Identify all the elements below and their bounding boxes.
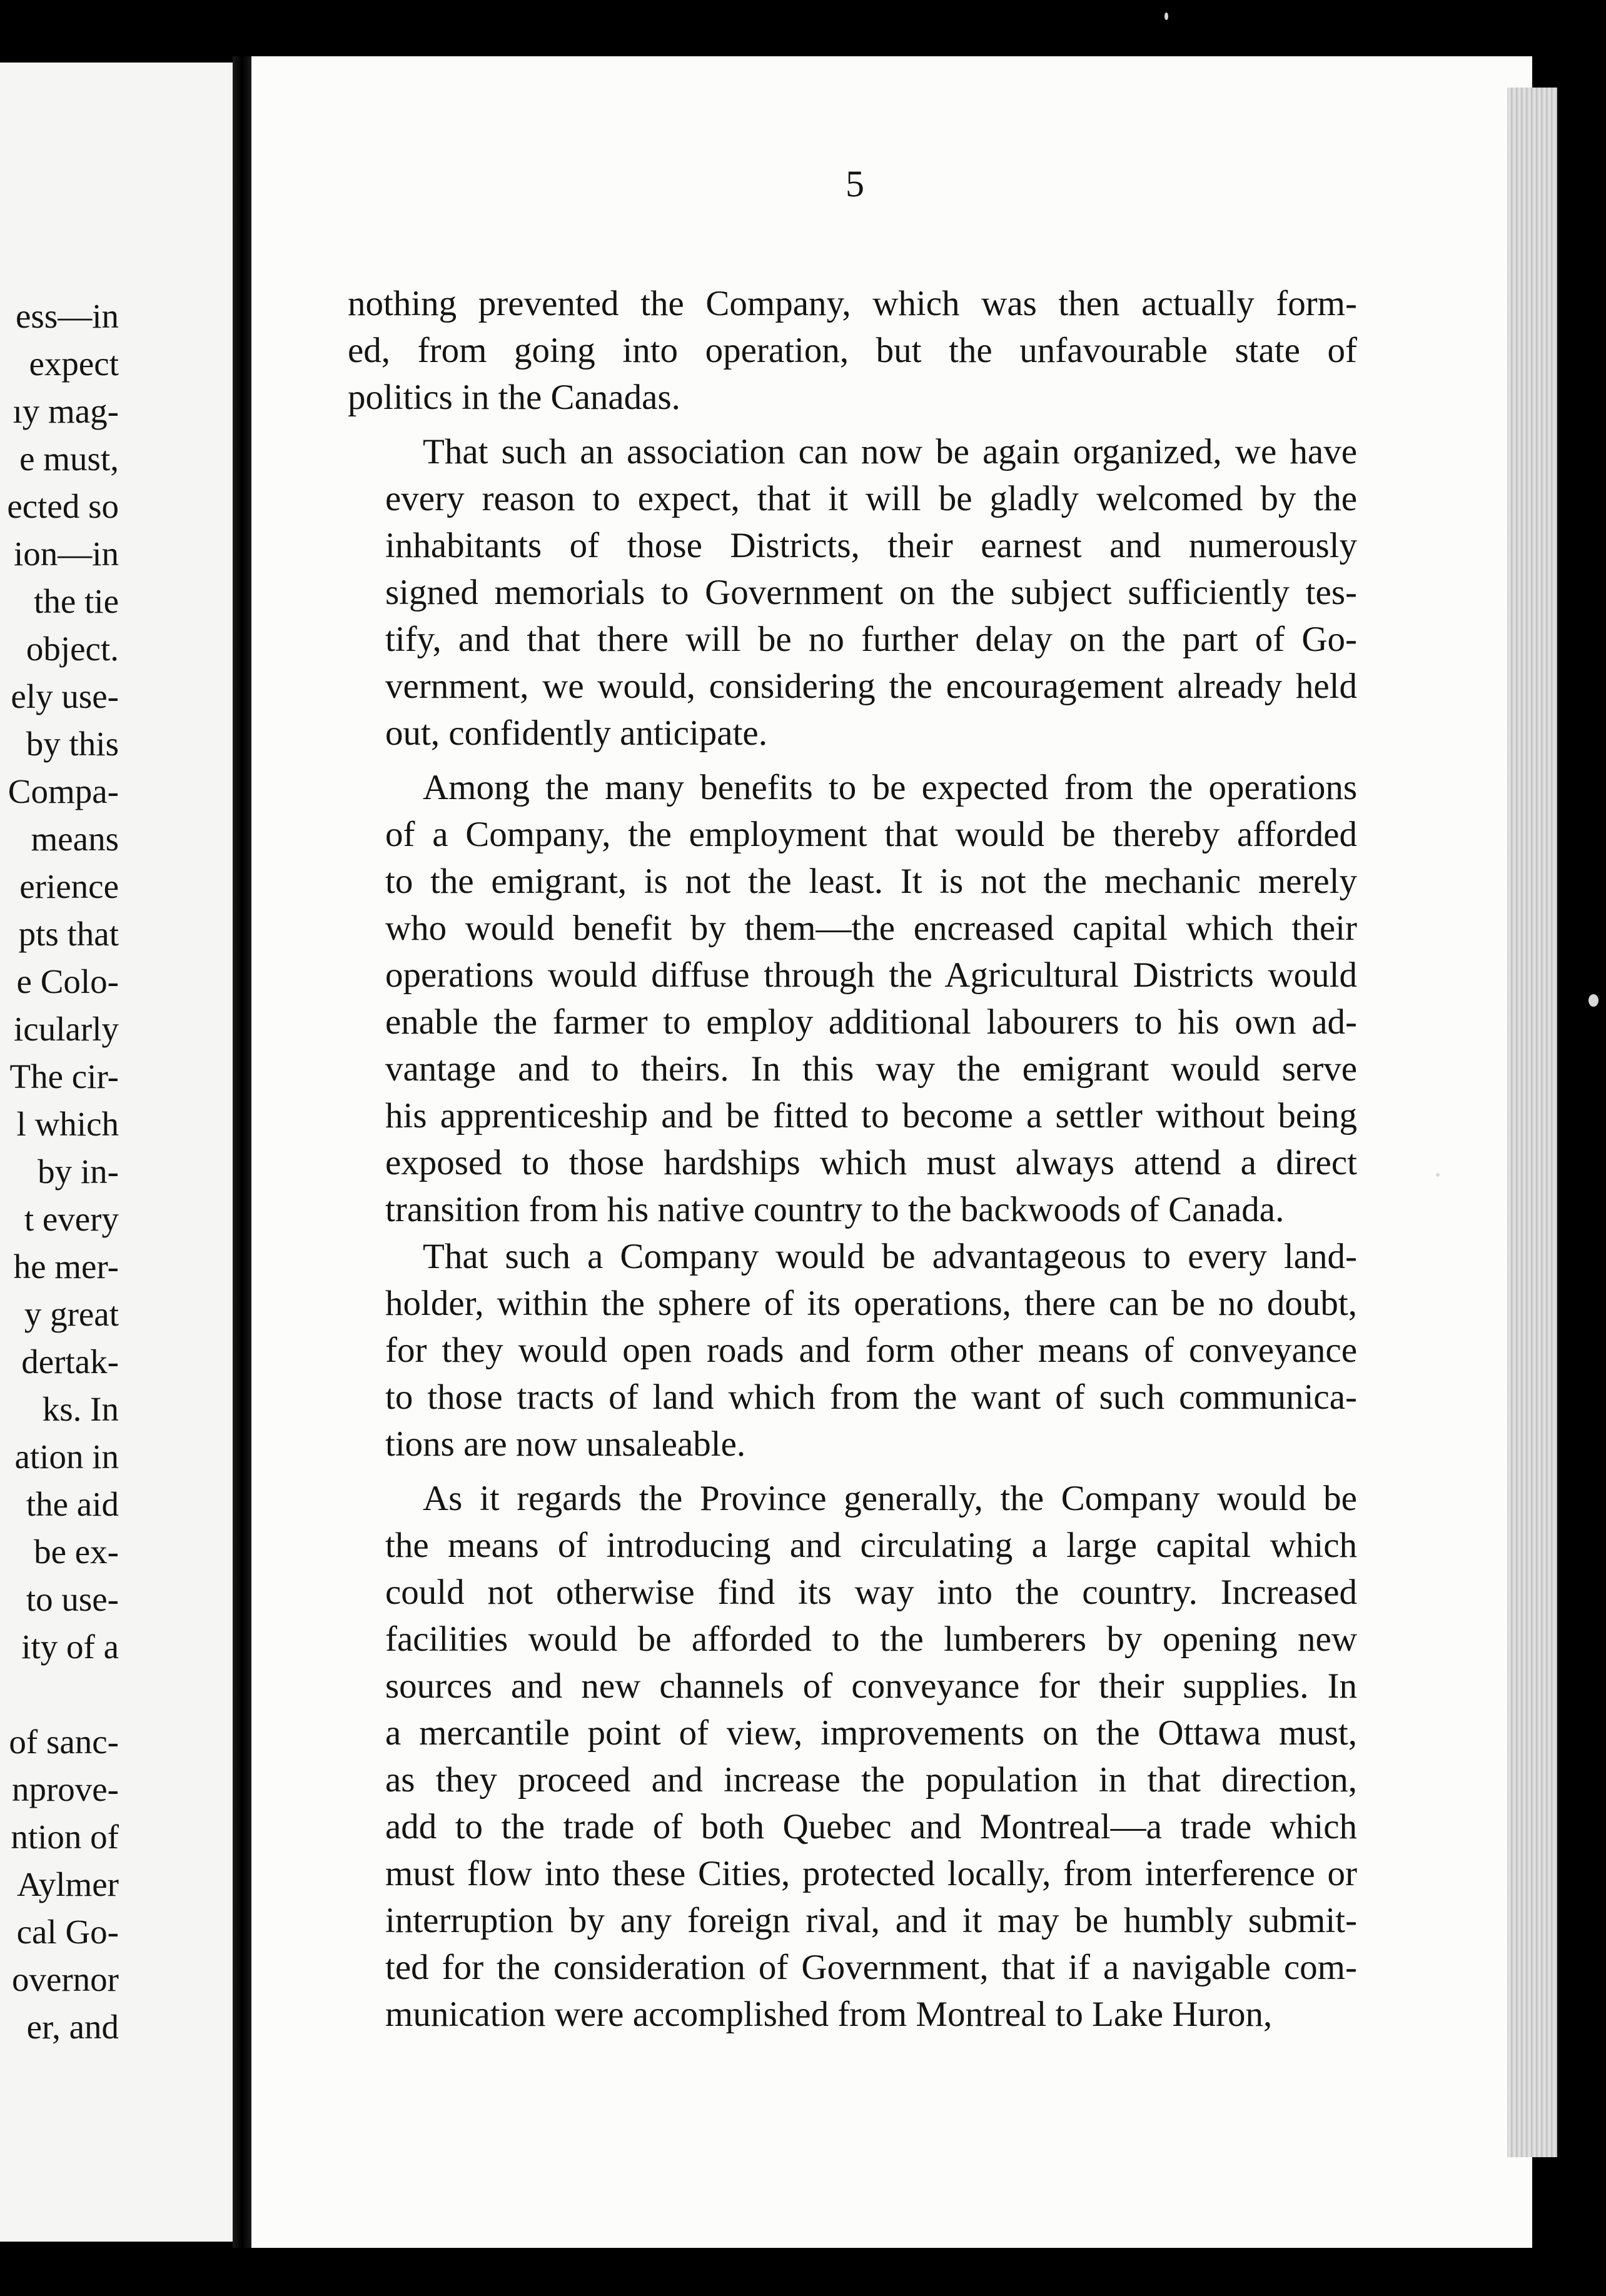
text-line: add to the trade of both Quebec and Montreal—a trade which: [385, 1807, 1357, 1846]
text-line: his apprenticeship and be fitted to become a settler without being: [385, 1096, 1357, 1135]
left-line: of sanc-: [9, 1723, 119, 1761]
left-line: Aylmer: [17, 1865, 119, 1903]
text-line: That such an association can now be again organized, we have: [423, 432, 1357, 471]
text-line: ed, from going into operation, but the unfavourable state of: [348, 331, 1357, 370]
paragraph: [348, 1475, 1357, 2038]
text-line: sources and new channels of conveyance for their supplies. In: [385, 1666, 1357, 1706]
left-line: ely use-: [11, 677, 119, 715]
left-line: dertak-: [21, 1342, 119, 1381]
text-line: out, confidently anticipate.: [385, 713, 767, 753]
paragraph: [348, 1233, 1357, 1468]
text-line: vernment, we would, considering the encouragement already held: [385, 667, 1357, 706]
text-line: for they would open roads and form other means of conveyance: [385, 1331, 1357, 1370]
text-line: nothing prevented the Company, which was then actually form-: [348, 284, 1357, 323]
text-line: operations would diffuse through the Agricultural Districts would: [385, 955, 1357, 995]
left-line: to use-: [26, 1580, 119, 1618]
left-line: l which: [16, 1105, 119, 1143]
paragraph: [348, 428, 1357, 757]
scan-speck: [1588, 994, 1598, 1007]
left-line: y great: [24, 1295, 119, 1333]
left-line: t every: [24, 1200, 119, 1238]
text-line: to the emigrant, is not the least. It is not the mechanic merely: [385, 862, 1357, 901]
text-line: signed memorials to Government on the subject sufficiently tes-: [385, 573, 1357, 612]
left-line: overnor: [11, 1960, 119, 1998]
text-line: vantage and to theirs. In this way the emigrant would serve: [385, 1049, 1357, 1089]
left-line: ks. In: [42, 1390, 119, 1428]
text-line: politics in the Canadas.: [348, 378, 680, 417]
text-line: Among the many benefits to be expected from the operations: [423, 768, 1357, 807]
page-edge: [1507, 88, 1557, 2157]
left-line: ıy mag-: [13, 392, 119, 430]
left-line: The cir-: [9, 1057, 119, 1095]
left-line: expect: [29, 345, 119, 383]
left-line: erience: [19, 867, 119, 905]
text-line: munication were accomplished from Montreal to Lake Huron,: [385, 1995, 1273, 2034]
page-body: [348, 280, 1357, 2038]
paragraph: [348, 764, 1357, 1233]
page-number: 5: [846, 163, 864, 204]
text-line: ted for the consideration of Government, that if a navigable com-: [385, 1948, 1357, 1987]
left-line: ess—in: [16, 297, 119, 335]
text-line: facilities would be afforded to the lumberers by opening new: [385, 1619, 1357, 1659]
text-line: a mercantile point of view, improvements on the Ottawa must,: [385, 1713, 1357, 1753]
text-line: holder, within the sphere of its operations, there can be no doubt,: [385, 1284, 1357, 1323]
text-line: as they proceed and increase the population in that direction,: [385, 1760, 1357, 1800]
left-page-fragment: [0, 63, 233, 2242]
left-line: ntion of: [11, 1818, 119, 1856]
text-line: must flow into these Cities, protected locally, from interference or: [385, 1854, 1357, 1893]
left-line: pts that: [18, 915, 119, 953]
left-line: ion—in: [13, 535, 119, 573]
left-line: icularly: [14, 1010, 119, 1048]
text-line: the means of introducing and circulating a large capital which: [385, 1526, 1357, 1565]
left-line: means: [31, 820, 119, 858]
text-line: exposed to those hardships which must always attend a direct: [385, 1143, 1357, 1182]
text-line: transition from his native country to the backwoods of Canada.: [385, 1190, 1285, 1229]
left-line: e must,: [19, 440, 119, 478]
text-line: As it regards the Province generally, the Company would be: [423, 1479, 1357, 1518]
text-line: tify, and that there will be no further delay on the part of Go-: [385, 620, 1357, 659]
left-line: by this: [26, 725, 119, 763]
left-line: cal Go-: [16, 1913, 119, 1951]
text-line: inhabitants of those Districts, their earnest and numerously: [385, 526, 1357, 565]
left-line: e Colo-: [16, 962, 119, 1000]
text-line: of a Company, the employment that would be thereby afforded: [385, 815, 1357, 854]
left-line: object.: [26, 630, 119, 668]
book-gutter: [233, 56, 251, 2248]
left-line: er, and: [26, 2008, 119, 2046]
paragraph: [348, 280, 1357, 421]
left-line: ected so: [7, 487, 119, 525]
left-line: ation in: [14, 1438, 119, 1476]
text-line: could not otherwise find its way into the country. Increased: [385, 1573, 1357, 1612]
left-line: nprove-: [11, 1770, 119, 1808]
left-line: the aid: [26, 1485, 119, 1523]
left-page-text: [0, 293, 119, 2051]
text-line: enable the farmer to employ additional labourers to his own ad-: [385, 1002, 1357, 1042]
left-line: by in-: [38, 1152, 119, 1191]
scan-speck: [1164, 13, 1168, 20]
text-line: That such a Company would be advantageous to every land-: [423, 1237, 1357, 1276]
left-line: Compa-: [8, 772, 119, 810]
text-line: to those tracts of land which from the want of such communica-: [385, 1377, 1357, 1417]
left-line: he mer-: [13, 1247, 119, 1286]
scan-speck: [1436, 1173, 1440, 1177]
text-line: who would benefit by them—the encreased capital which their: [385, 909, 1357, 948]
text-line: interruption by any foreign rival, and it may be humbly submit-: [385, 1901, 1357, 1940]
left-line: the tie: [34, 582, 119, 620]
left-line: be ex-: [34, 1533, 119, 1571]
text-line: every reason to expect, that it will be gladly welcomed by the: [385, 479, 1357, 518]
left-line: ity of a: [21, 1628, 119, 1666]
text-line: tions are now unsaleable.: [385, 1424, 746, 1464]
